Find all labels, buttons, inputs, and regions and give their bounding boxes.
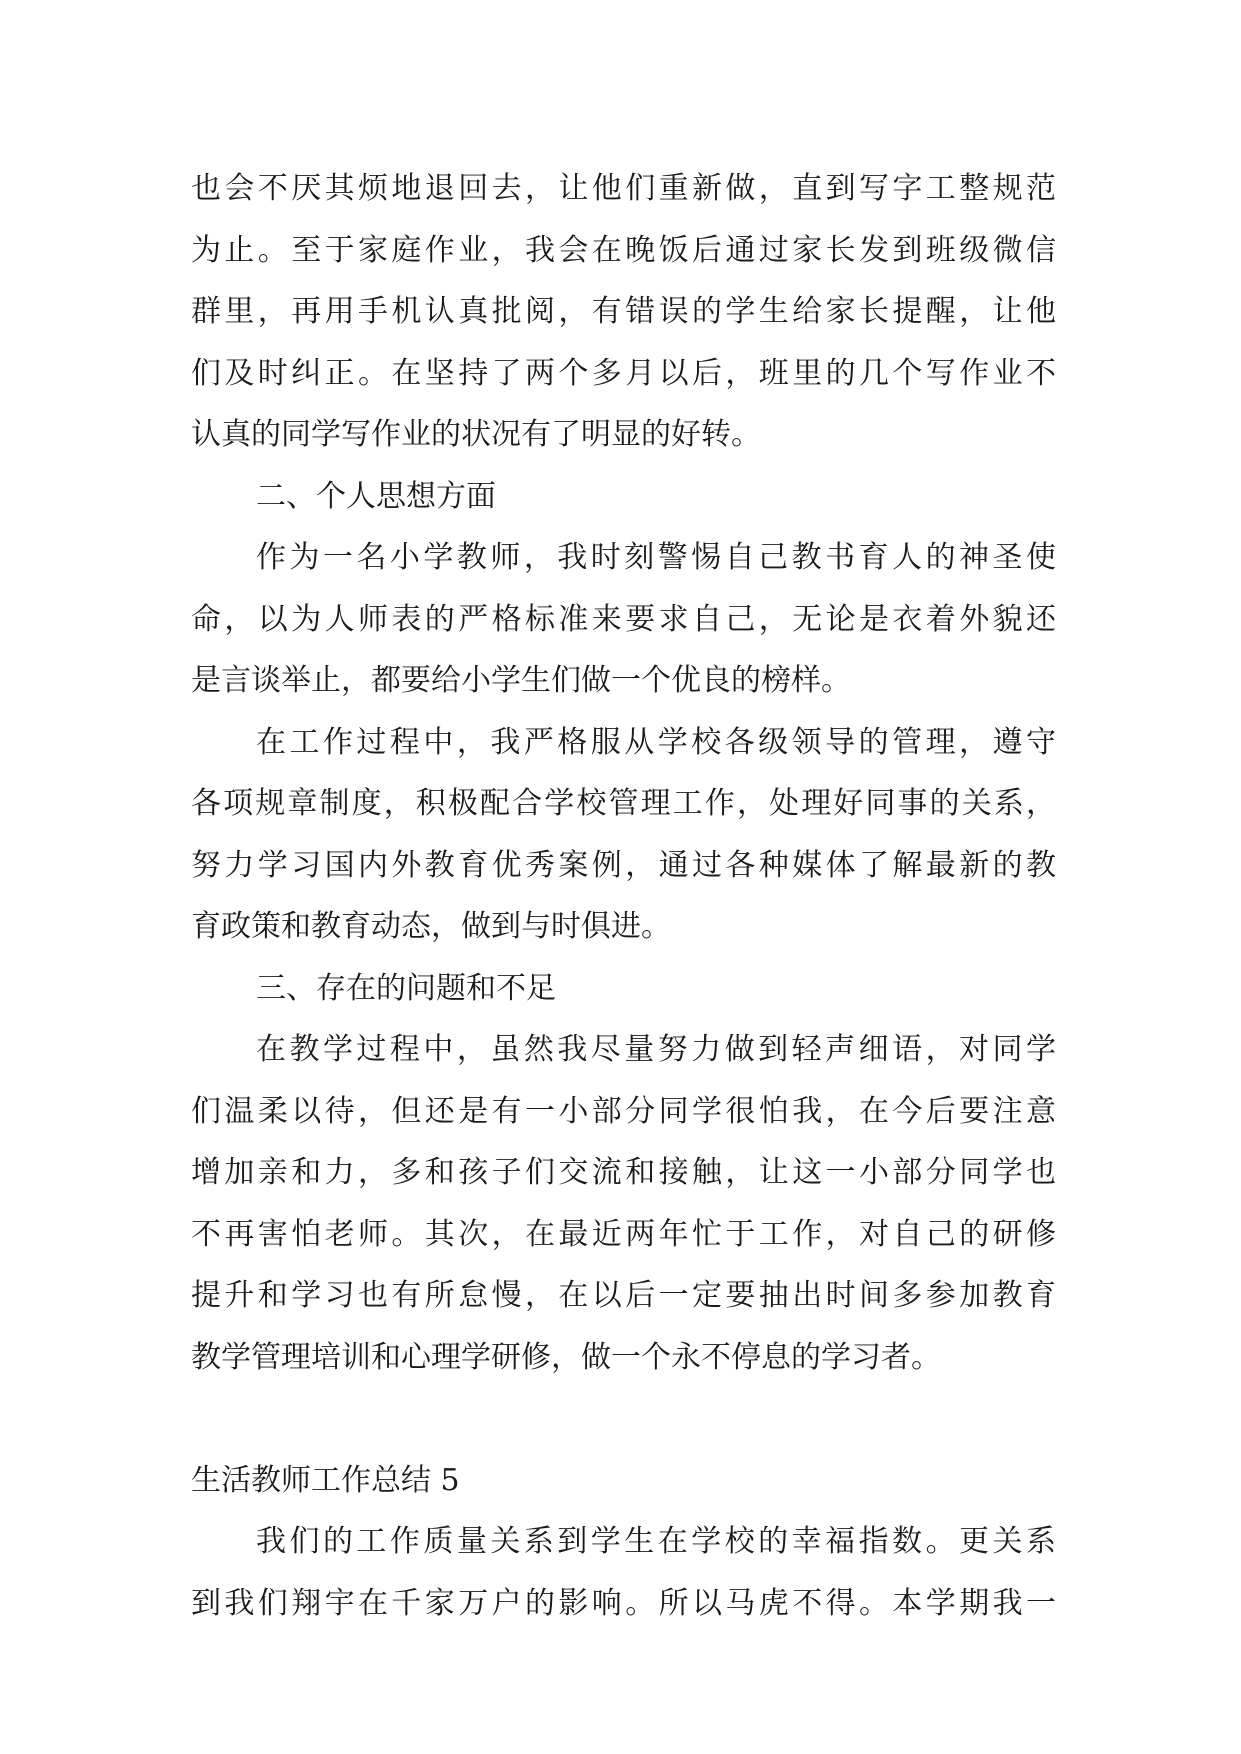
text-line: 认真的同学写作业的状况有了明显的好转。 [191, 417, 761, 452]
paragraph [191, 527, 1056, 712]
text-line: 增加亲和力，多和孩子们交流和接触，让这一小部分同学也 [191, 1155, 1056, 1190]
text-line: 到我们翔宇在千家万户的影响。所以马虎不得。本学期我一 [191, 1585, 1056, 1621]
text-line: 努力学习国内外教育优秀案例，通过各种媒体了解最新的教 [191, 847, 1056, 883]
document-body [191, 158, 1056, 1634]
text-line: 提升和学习也有所怠慢，在以后一定要抽出时间多参加教育 [191, 1278, 1056, 1313]
text-line: 们及时纠正。在坚持了两个多月以后，班里的几个写作业不 [191, 355, 1056, 391]
paragraph [191, 1511, 1056, 1634]
text-line: 作为一名小学教师，我时刻警惕自己教书育人的神圣使 [256, 540, 1056, 575]
text-line: 群里，再用手机认真批阅，有错误的学生给家长提醒，让他 [191, 294, 1056, 329]
text-line: 在教学过程中，虽然我尽量努力做到轻声细语，对同学 [256, 1032, 1056, 1067]
text-line: 也会不厌其烦地退回去，让他们重新做，直到写字工整规范 [191, 171, 1056, 206]
document-section-title: 生活教师工作总结 5 [191, 1462, 460, 1498]
text-line: 育政策和教育动态，做到与时俱进。 [191, 909, 671, 944]
text-line: 在工作过程中，我严格服从学校各级领导的管理，遵守 [256, 724, 1056, 760]
text-line: 们温柔以待，但还是有一小部分同学很怕我，在今后要注意 [191, 1093, 1056, 1129]
text-line: 我们的工作质量关系到学生在学校的幸福指数。更关系 [256, 1524, 1056, 1559]
text-line: 教学管理培训和心理学研修，做一个永不停息的学习者。 [191, 1339, 941, 1375]
text-line: 命，以为人师表的严格标准来要求自己，无论是衣着外貌还 [191, 601, 1056, 637]
text-line: 各项规章制度，积极配合学校管理工作，处理好同事的关系， [191, 786, 1056, 821]
section-heading: 三、存在的问题和不足 [256, 970, 556, 1006]
text-line: 是言谈举止，都要给小学生们做一个优良的榜样。 [191, 663, 851, 698]
blank-line [191, 1388, 1056, 1450]
section-heading: 二、个人思想方面 [256, 478, 496, 514]
paragraph [191, 1019, 1056, 1388]
paragraph [191, 712, 1056, 958]
text-line: 不再害怕老师。其次，在最近两年忙于工作，对自己的研修 [191, 1216, 1056, 1252]
text-line: 为止。至于家庭作业，我会在晚饭后通过家长发到班级微信 [191, 232, 1056, 268]
paragraph [191, 158, 1056, 466]
